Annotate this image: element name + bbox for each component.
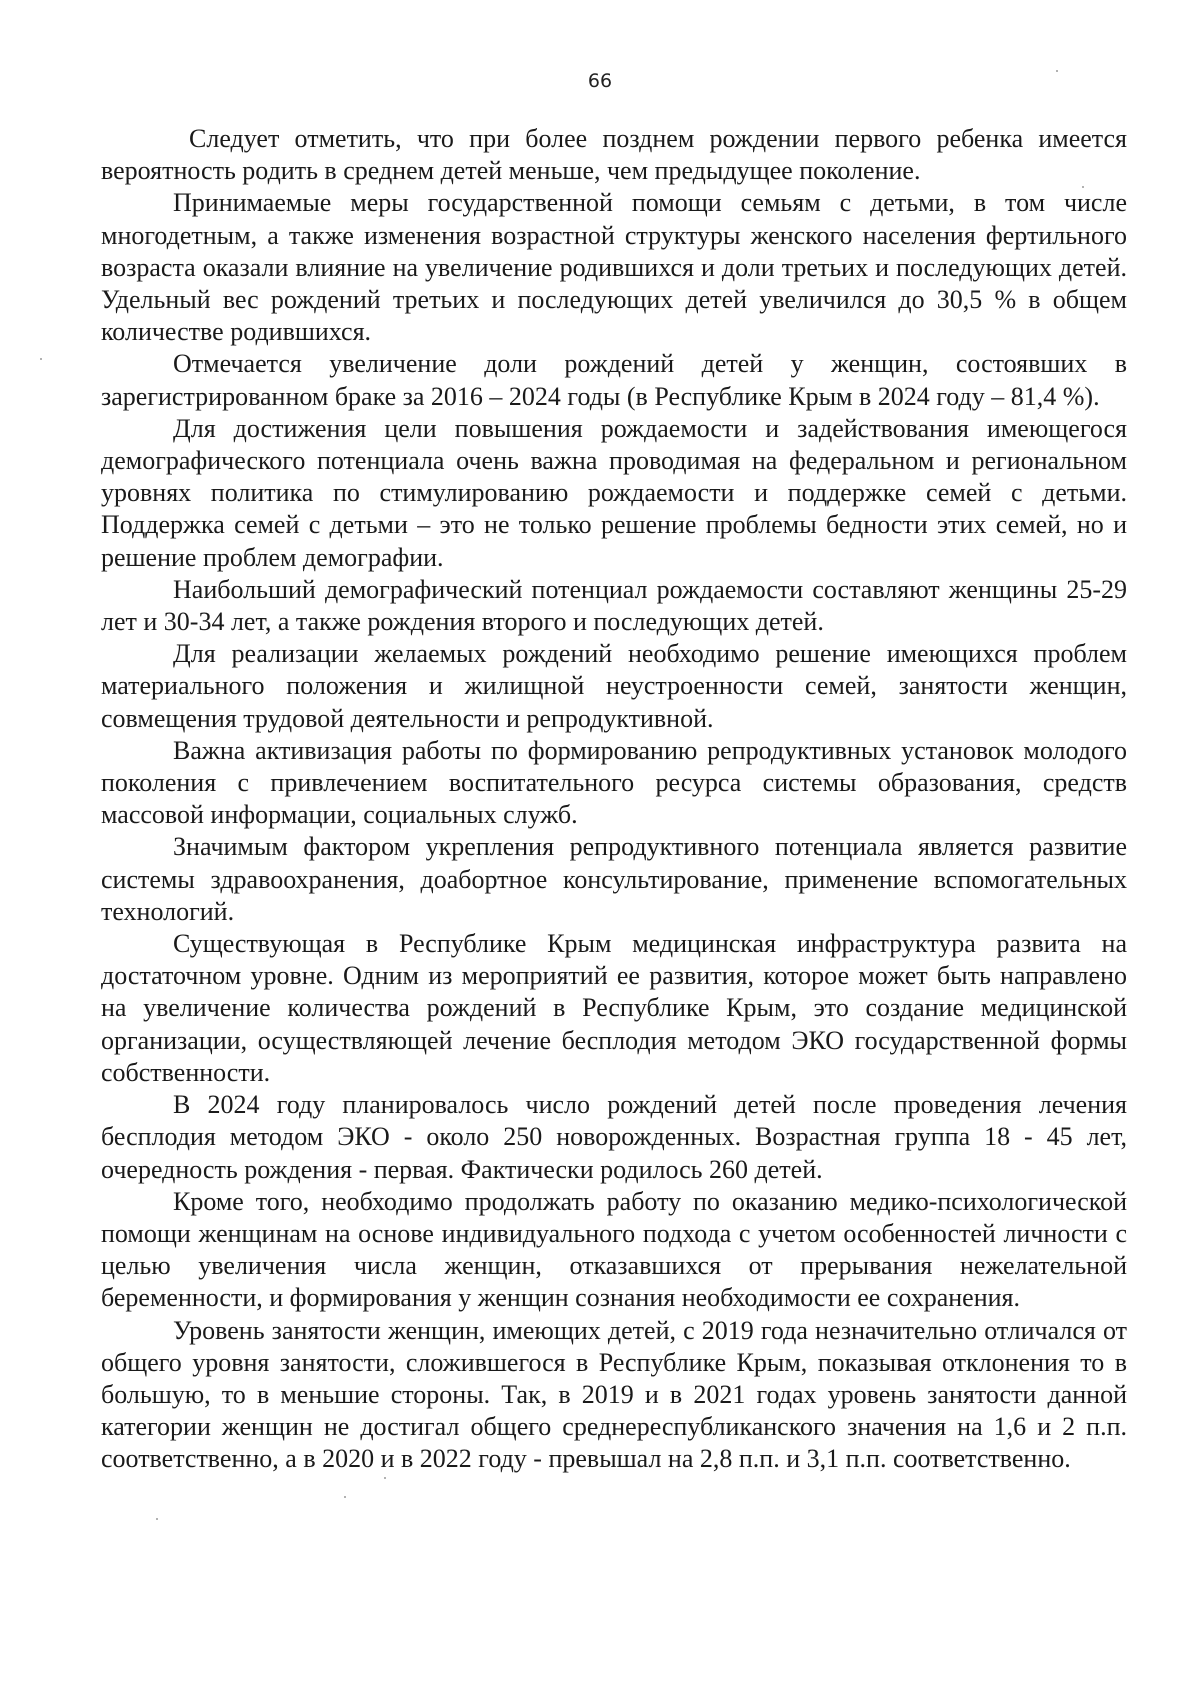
paragraph: Следует отметить, что при более позднем рождении первого ребенка имеется вероятность родить в среднем детей меньше, чем предыдущее поколение. [101, 124, 1127, 186]
paragraph: Уровень занятости женщин, имеющих детей, с 2019 года незначительно отличался от общего уровня занятости, сложившегося в Республике Крым, показывая отклонения то в большую, то в меньшие стороны. Так, в 2019 и в 2021 годах уровень занятости данной категории женщин не достигал общего среднереспубликанского значения на 1,6 и 2 п.п. соответственно, а в 2020 и в 2022 году - превышал на 2,8 п.п. и 3,1 п.п. соответственно. [101, 1315, 1127, 1474]
paragraph: Важна активизация работы по формированию репродуктивных установок молодого поколения с привлечением воспитательного ресурса системы образования, средств массовой информации, социальных служб. [101, 735, 1127, 830]
scan-speck [344, 1496, 346, 1498]
paragraph: Отмечается увеличение доли рождений детей у женщин, состоявших в зарегистрированном браке за 2016 – 2024 годы (в Республике Крым в 2024 году – 81,4 %). [101, 349, 1127, 411]
scan-speck [40, 358, 42, 360]
paragraph: Для достижения цели повышения рождаемости и задействования имеющегося демографического потенциала очень важна проводимая на федеральном и региональном уровнях политика по стимулированию рождаемости и поддержке семей с детьми. Поддержка семей с детьми – это не только решение проблемы бедности этих семей, но и решение проблем демографии. [101, 413, 1127, 572]
page-number: 66 [587, 70, 613, 92]
scan-speck [1082, 186, 1084, 188]
paragraph: В 2024 году планировалось число рождений детей после проведения лечения бесплодия методом ЭКО - около 250 новорожденных. Возрастная группа 18 - 45 лет, очередность рождения - первая. Фактически родилось 260 детей. [101, 1090, 1127, 1184]
paragraph: Кроме того, необходимо продолжать работу по оказанию медико-психологической помощи женщинам на основе индивидуального подхода с учетом особенностей личности с целью увеличения числа женщин, отказавшихся от прерывания нежелательной беременности, и формирования у женщин сознания необходимости ее сохранения. [101, 1186, 1127, 1313]
paragraph: Для реализации желаемых рождений необходимо решение имеющихся проблем материального положения и жилищной неустроенности семей, занятости женщин, совмещения трудовой деятельности и репродуктивной. [101, 639, 1127, 733]
scan-speck [156, 1518, 158, 1520]
paragraph: Значимым фактором укрепления репродуктивного потенциала является развитие системы здравоохранения, доабортное консультирование, применение вспомогательных технологий. [101, 832, 1127, 926]
paragraph: Наибольший демографический потенциал рождаемости составляют женщины 25-29 лет и 30-34 лет, а также рождения второго и последующих детей. [101, 574, 1127, 637]
document-body [101, 123, 1127, 1476]
scan-speck [384, 1477, 386, 1479]
paragraph: Принимаемые меры государственной помощи семьям с детьми, в том числе многодетным, а также изменения возрастной структуры женского населения фертильного возраста оказали влияние на увеличение родившихся и доли третьих и последующих детей. Удельный вес рождений третьих и последующих детей увеличился до 30,5 % в общем количестве родившихся. [101, 188, 1127, 347]
paragraph: Существующая в Республике Крым медицинская инфраструктура развита на достаточном уровне. Одним из мероприятий ее развития, которое может быть направлено на увеличение количества рождений в Республике Крым, это создание медицинской организации, осуществляющей лечение бесплодия методом ЭКО государственной формы собственности. [101, 929, 1127, 1087]
scan-speck [1056, 70, 1058, 72]
